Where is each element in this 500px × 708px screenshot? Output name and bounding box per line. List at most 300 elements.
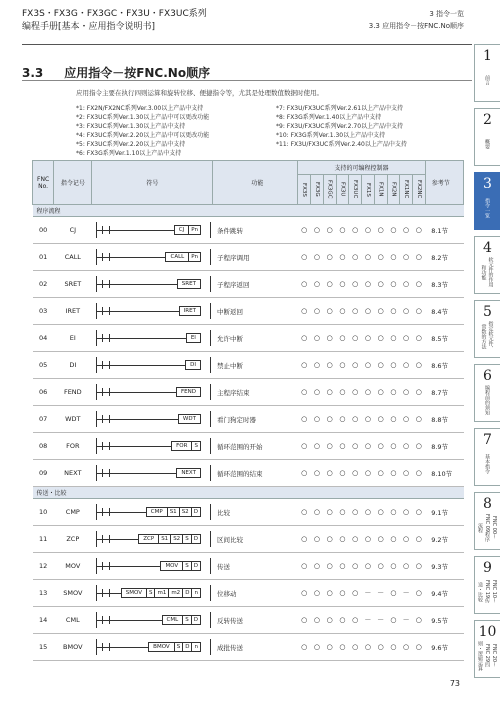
ladder-symbol xyxy=(92,325,213,352)
ladder-diagram xyxy=(92,607,213,633)
table-row xyxy=(33,217,464,244)
support-mark: ○ xyxy=(362,325,375,352)
support-mark: ○ xyxy=(412,217,425,244)
fnc-number: 11 xyxy=(33,526,54,553)
instruction-box xyxy=(138,534,201,544)
support-mark: ○ xyxy=(412,379,425,406)
support-mark: ○ xyxy=(412,298,425,325)
support-mark: ○ xyxy=(336,217,349,244)
ladder-ct xyxy=(102,562,110,570)
support-mark: ○ xyxy=(298,433,311,460)
footnote: *5: FX3UC系列Ver.2.20以上产品中支持 xyxy=(76,141,186,148)
col-model xyxy=(336,175,349,205)
ladder-ct xyxy=(102,388,110,396)
support-mark: ○ xyxy=(387,244,400,271)
model-label: FX1S xyxy=(364,182,371,197)
instruction-name: CJ xyxy=(178,227,185,233)
support-mark: ○ xyxy=(349,607,362,634)
reference: 8.3节 xyxy=(425,271,463,298)
col-model xyxy=(349,175,362,205)
support-mark: ○ xyxy=(412,553,425,580)
support-mark: ○ xyxy=(387,433,400,460)
support-mark: ○ xyxy=(336,352,349,379)
ladder-diagram xyxy=(92,580,213,606)
support-mark: ○ xyxy=(387,634,400,661)
ladder-symbol xyxy=(92,217,213,244)
reference: 9.1节 xyxy=(425,499,463,526)
col-model xyxy=(311,175,324,205)
ladder-diagram xyxy=(92,499,213,525)
model-label: FX2NC xyxy=(415,180,422,199)
support-mark: ○ xyxy=(400,325,413,352)
instruction-box xyxy=(177,279,201,289)
chapter-tab-5[interactable] xyxy=(474,300,500,358)
fnc-number: 02 xyxy=(33,271,54,298)
fnc-number: 12 xyxy=(33,553,54,580)
support-mark: ○ xyxy=(323,526,336,553)
operand: m2 xyxy=(168,589,182,597)
instruction-box xyxy=(146,507,201,517)
reference: 8.5节 xyxy=(425,325,463,352)
tab-label: 概要 xyxy=(484,139,490,149)
support-mark: ○ xyxy=(311,499,324,526)
support-mark: ○ xyxy=(374,526,387,553)
chapter-tab-9[interactable] xyxy=(474,556,500,614)
section-heading xyxy=(22,64,472,81)
support-mark: － xyxy=(374,607,387,634)
ladder-ct xyxy=(102,616,110,624)
footnote: *1: FX2N/FX2NC系列Ver.3.00以上产品中支持 xyxy=(76,105,204,112)
reference: 9.6节 xyxy=(425,634,463,661)
support-mark: ○ xyxy=(311,634,324,661)
support-mark: ○ xyxy=(323,325,336,352)
footnote: *4: FX3UC系列Ver.2.20以上产品中可以更改功能 xyxy=(76,132,210,139)
support-mark: ○ xyxy=(298,379,311,406)
chapter-tab-10[interactable] xyxy=(474,620,500,678)
support-mark: ○ xyxy=(298,634,311,661)
support-mark: ○ xyxy=(412,634,425,661)
page-number: 73 xyxy=(449,679,460,688)
support-mark: ○ xyxy=(400,553,413,580)
mnemonic: CJ xyxy=(54,217,92,244)
ladder-rrail xyxy=(210,558,211,574)
mnemonic: DI xyxy=(54,352,92,379)
instruction-name: SRET xyxy=(181,281,196,287)
support-mark: ○ xyxy=(400,352,413,379)
operand: S xyxy=(182,562,191,570)
table-row xyxy=(33,352,464,379)
tab-label: 指令一览 xyxy=(484,198,490,218)
support-mark: ○ xyxy=(387,352,400,379)
mnemonic: SMOV xyxy=(54,580,92,607)
ladder-symbol xyxy=(92,499,213,526)
ladder-ct xyxy=(102,415,110,423)
instruction-name: CMP xyxy=(150,509,163,515)
reference: 8.6节 xyxy=(425,352,463,379)
mnemonic: CALL xyxy=(54,244,92,271)
ladder-diagram xyxy=(92,325,213,351)
support-mark: ○ xyxy=(311,406,324,433)
mnemonic: FEND xyxy=(54,379,92,406)
chapter-tab-6[interactable] xyxy=(474,364,500,422)
operand: D xyxy=(182,589,191,597)
chapter-tab-7[interactable] xyxy=(474,428,500,486)
support-mark: ○ xyxy=(311,526,324,553)
header-left xyxy=(22,8,207,34)
operand: S1 xyxy=(167,508,179,516)
support-mark: ○ xyxy=(298,325,311,352)
support-mark: ○ xyxy=(323,271,336,298)
support-mark: ○ xyxy=(349,352,362,379)
ladder-diagram xyxy=(92,406,213,432)
support-mark: ○ xyxy=(374,244,387,271)
instruction-box xyxy=(176,468,201,478)
support-mark: ○ xyxy=(387,298,400,325)
tab-label: FNC 20～FNC 29四则・逻辑运算 xyxy=(477,641,497,671)
reference: 8.9节 xyxy=(425,433,463,460)
chapter-tab-1[interactable] xyxy=(474,44,500,102)
section-title: 应用指令－按FNC.No顺序 xyxy=(64,66,211,80)
support-mark: ○ xyxy=(349,460,362,487)
support-mark: ○ xyxy=(362,406,375,433)
ladder-rrail xyxy=(210,465,211,481)
support-mark: ○ xyxy=(323,379,336,406)
operand: D xyxy=(191,508,200,516)
support-mark: ○ xyxy=(336,244,349,271)
ladder-rrail xyxy=(210,384,211,400)
chapter-tab-8[interactable] xyxy=(474,492,500,550)
footnote: *7: FX3U/FX3UC系列Ver.2.61以上产品中支持 xyxy=(276,105,404,112)
ladder-ct xyxy=(102,643,110,651)
reference: 8.1节 xyxy=(425,217,463,244)
model-label: FX3S xyxy=(301,182,308,197)
support-mark: ○ xyxy=(362,217,375,244)
support-mark: ○ xyxy=(298,352,311,379)
support-mark: ○ xyxy=(311,433,324,460)
tab-number: 6 xyxy=(483,368,492,384)
support-mark: ○ xyxy=(349,217,362,244)
group-label: 传送・比较 xyxy=(33,487,464,499)
support-mark: ○ xyxy=(336,298,349,325)
ladder-symbol xyxy=(92,352,213,379)
function-desc: 子程序调用 xyxy=(213,244,298,271)
support-mark: ○ xyxy=(387,580,400,607)
group-row xyxy=(33,205,464,217)
support-mark: ○ xyxy=(336,325,349,352)
support-mark: ○ xyxy=(298,553,311,580)
support-mark: ○ xyxy=(323,580,336,607)
support-mark: ○ xyxy=(311,580,324,607)
chapter-tab-2[interactable] xyxy=(474,108,500,166)
model-label: FX3G xyxy=(313,182,320,197)
ladder-ct xyxy=(102,226,110,234)
ladder-diagram xyxy=(92,271,213,297)
support-mark: － xyxy=(362,580,375,607)
ladder-symbol xyxy=(92,433,213,460)
function-desc: 循环范围的结束 xyxy=(213,460,298,487)
operand: S xyxy=(174,643,183,651)
ladder-rrail xyxy=(210,531,211,547)
support-mark: ○ xyxy=(387,271,400,298)
support-mark: － xyxy=(400,607,413,634)
instruction-name: FOR xyxy=(176,443,188,449)
section-label: 3.3 应用指令－按FNC.No顺序 xyxy=(368,22,464,30)
operand: S xyxy=(182,535,191,543)
support-mark: ○ xyxy=(323,499,336,526)
fnc-number: 07 xyxy=(33,406,54,433)
col-symbol: 符号 xyxy=(92,161,213,205)
model-label: FX1NC xyxy=(403,180,410,199)
tab-label: FNC 00～FNC 09程序流程 xyxy=(477,513,497,543)
support-mark: ○ xyxy=(298,460,311,487)
support-mark: ○ xyxy=(374,271,387,298)
support-mark: ○ xyxy=(412,406,425,433)
support-mark: ○ xyxy=(374,634,387,661)
instruction-name: DI xyxy=(190,362,196,368)
support-mark: ○ xyxy=(323,217,336,244)
tab-label: 前言 xyxy=(484,75,490,85)
ladder-rrail xyxy=(210,276,211,292)
ladder-ct xyxy=(102,253,110,261)
operand: Pn xyxy=(188,253,200,261)
support-mark: ○ xyxy=(349,244,362,271)
fnc-number: 00 xyxy=(33,217,54,244)
support-mark: ○ xyxy=(412,325,425,352)
support-mark: ○ xyxy=(298,217,311,244)
reference: 9.2节 xyxy=(425,526,463,553)
ladder-symbol xyxy=(92,460,213,487)
instruction-box xyxy=(185,360,201,370)
tab-number: 1 xyxy=(483,48,492,64)
support-mark: ○ xyxy=(311,298,324,325)
support-mark: ○ xyxy=(323,460,336,487)
function-desc: 子程序返回 xyxy=(213,271,298,298)
fnc-number: 10 xyxy=(33,499,54,526)
instruction-name: FEND xyxy=(180,389,196,395)
ladder-symbol xyxy=(92,634,213,661)
model-label: FX2N xyxy=(390,182,397,197)
support-mark: ○ xyxy=(323,244,336,271)
table-row xyxy=(33,499,464,526)
support-mark: ○ xyxy=(362,352,375,379)
fnc-number: 01 xyxy=(33,244,54,271)
instruction-box xyxy=(171,441,201,451)
instruction-name: WDT xyxy=(182,416,196,422)
reference: 9.5节 xyxy=(425,607,463,634)
col-model xyxy=(374,175,387,205)
support-mark: ○ xyxy=(374,325,387,352)
footnote xyxy=(276,149,466,158)
support-mark: ○ xyxy=(400,217,413,244)
fnc-number: 08 xyxy=(33,433,54,460)
ladder-symbol xyxy=(92,526,213,553)
ladder-ct xyxy=(102,535,110,543)
operand: m1 xyxy=(154,589,168,597)
support-mark: ○ xyxy=(336,607,349,634)
ladder-rrail xyxy=(210,504,211,520)
support-mark: ○ xyxy=(311,553,324,580)
ladder-diagram xyxy=(92,244,213,270)
support-mark: ○ xyxy=(336,580,349,607)
ladder-rrail xyxy=(210,303,211,319)
support-mark: － xyxy=(400,580,413,607)
support-mark: ○ xyxy=(336,271,349,298)
reference: 8.10节 xyxy=(425,460,463,487)
ladder-diagram xyxy=(92,298,213,324)
support-mark: ○ xyxy=(349,499,362,526)
mnemonic: ZCP xyxy=(54,526,92,553)
tab-number: 5 xyxy=(483,304,492,320)
table-row xyxy=(33,406,464,433)
support-mark: ○ xyxy=(311,271,324,298)
tab-number: 2 xyxy=(483,112,492,128)
operand: S2 xyxy=(179,508,191,516)
support-mark: ○ xyxy=(349,379,362,406)
col-function: 功能 xyxy=(213,161,298,205)
mnemonic: BMOV xyxy=(54,634,92,661)
support-mark: ○ xyxy=(349,325,362,352)
support-mark: ○ xyxy=(387,379,400,406)
operand: S xyxy=(146,589,155,597)
operand: D xyxy=(191,562,200,570)
instruction-box xyxy=(165,252,200,262)
support-mark: ○ xyxy=(336,379,349,406)
mnemonic: FOR xyxy=(54,433,92,460)
reference: 8.8节 xyxy=(425,406,463,433)
ladder-ct xyxy=(102,442,110,450)
support-mark: ○ xyxy=(374,298,387,325)
support-mark: ○ xyxy=(362,460,375,487)
support-mark: ○ xyxy=(362,526,375,553)
col-ref: 参考节 xyxy=(425,161,463,205)
reference: 9.4节 xyxy=(425,580,463,607)
operand: n xyxy=(191,643,200,651)
fnc-number: 04 xyxy=(33,325,54,352)
chapter-tab-4[interactable] xyxy=(474,236,500,294)
col-model xyxy=(362,175,375,205)
support-mark: ○ xyxy=(298,406,311,433)
support-mark: ○ xyxy=(298,499,311,526)
ladder-rrail xyxy=(210,222,211,238)
support-mark: ○ xyxy=(412,244,425,271)
function-desc: 位移动 xyxy=(213,580,298,607)
mnemonic: EI xyxy=(54,325,92,352)
support-mark: ○ xyxy=(349,526,362,553)
col-fnc: FNC No. xyxy=(33,161,54,205)
table-row xyxy=(33,460,464,487)
instruction-box xyxy=(186,333,201,343)
ladder-diagram xyxy=(92,553,213,579)
support-mark: ○ xyxy=(400,433,413,460)
ladder-symbol xyxy=(92,580,213,607)
table-row xyxy=(33,325,464,352)
ladder-symbol xyxy=(92,607,213,634)
support-mark: ○ xyxy=(298,607,311,634)
ladder-symbol xyxy=(92,406,213,433)
tab-label: 编程前的须知 xyxy=(484,385,490,415)
support-mark: ○ xyxy=(298,298,311,325)
instruction-box xyxy=(162,615,201,625)
support-mark: ○ xyxy=(412,433,425,460)
instruction-box xyxy=(176,387,201,397)
table-row xyxy=(33,271,464,298)
table-row xyxy=(33,526,464,553)
mnemonic: CML xyxy=(54,607,92,634)
operand: S2 xyxy=(170,535,182,543)
ladder-ct xyxy=(102,307,110,315)
col-supported: 支持的可编程控制器 xyxy=(298,161,425,175)
reference: 8.7节 xyxy=(425,379,463,406)
operand: Pn xyxy=(188,226,200,234)
instruction-box xyxy=(148,642,201,652)
model-label: FX3GC xyxy=(326,180,333,199)
mnemonic: CMP xyxy=(54,499,92,526)
col-model xyxy=(387,175,400,205)
function-desc: 区间比较 xyxy=(213,526,298,553)
table-row xyxy=(33,634,464,661)
support-mark: ○ xyxy=(374,406,387,433)
support-mark: ○ xyxy=(374,379,387,406)
footnote: *3: FX3UC系列Ver.1.30以上产品中支持 xyxy=(76,123,186,130)
mnemonic: IRET xyxy=(54,298,92,325)
fnc-number: 06 xyxy=(33,379,54,406)
ladder-rrail xyxy=(210,438,211,454)
support-mark: ○ xyxy=(362,499,375,526)
support-mark: － xyxy=(362,607,375,634)
model-label: FX3UC xyxy=(352,180,359,199)
operand: n xyxy=(191,589,200,597)
support-mark: ○ xyxy=(336,634,349,661)
col-model xyxy=(412,175,425,205)
support-mark: ○ xyxy=(323,406,336,433)
mnemonic: NEXT xyxy=(54,460,92,487)
support-mark: ○ xyxy=(336,526,349,553)
ladder-rrail xyxy=(210,357,211,373)
support-mark: ○ xyxy=(311,244,324,271)
function-desc: 比较 xyxy=(213,499,298,526)
section-number: 3.3 xyxy=(22,66,44,80)
ladder-symbol xyxy=(92,244,213,271)
tab-label: FNC 10～FNC 19传送・比较 xyxy=(477,580,497,604)
support-mark: ○ xyxy=(387,406,400,433)
support-mark: ○ xyxy=(400,406,413,433)
instruction-name: CALL xyxy=(170,254,185,260)
support-mark: ○ xyxy=(412,526,425,553)
fnc-number: 05 xyxy=(33,352,54,379)
reference: 8.4节 xyxy=(425,298,463,325)
fnc-number: 15 xyxy=(33,634,54,661)
support-mark: ○ xyxy=(400,379,413,406)
support-mark: ○ xyxy=(336,460,349,487)
instruction-box xyxy=(179,306,201,316)
support-mark: ○ xyxy=(336,406,349,433)
chapter-tab-3[interactable] xyxy=(474,172,500,230)
tab-number: 10 xyxy=(478,624,497,640)
support-mark: ○ xyxy=(323,553,336,580)
operand: S1 xyxy=(158,535,170,543)
operand: D xyxy=(191,616,200,624)
tab-number: 9 xyxy=(483,560,492,576)
support-mark: ○ xyxy=(412,499,425,526)
group-row xyxy=(33,487,464,499)
ladder-rrail xyxy=(210,585,211,601)
support-mark: ○ xyxy=(298,244,311,271)
support-mark: ○ xyxy=(349,406,362,433)
support-mark: ○ xyxy=(400,271,413,298)
support-mark: ○ xyxy=(374,433,387,460)
support-mark: ○ xyxy=(362,553,375,580)
footnote: *8: FX3G系列Ver.1.40以上产品中支持 xyxy=(276,114,382,121)
